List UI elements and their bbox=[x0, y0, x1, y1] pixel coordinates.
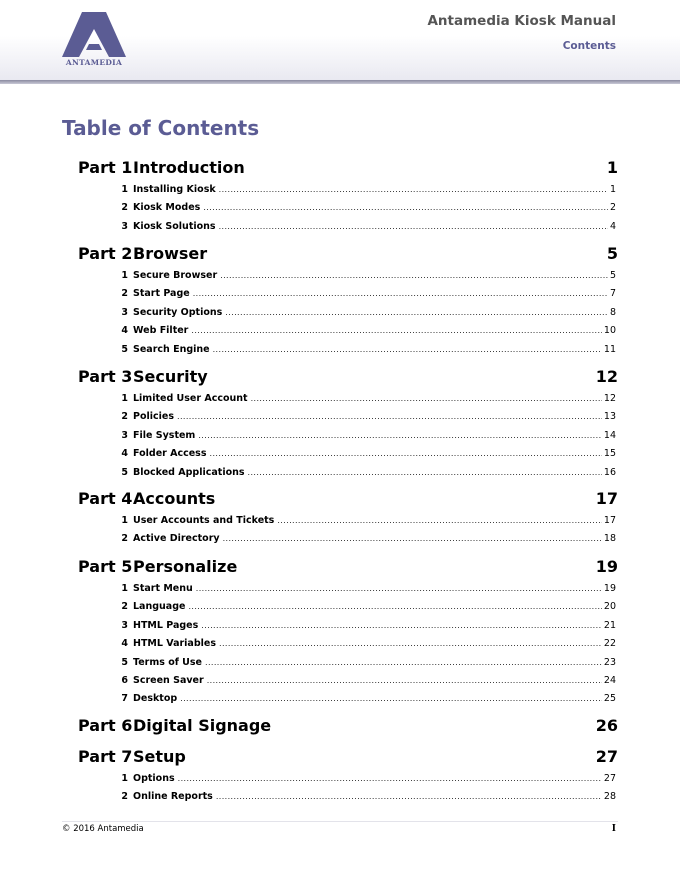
section-subtitle: Contents bbox=[562, 40, 616, 52]
toc-dot-leader bbox=[213, 344, 602, 355]
toc-entry[interactable] bbox=[118, 693, 616, 707]
toc-entry-title: Language bbox=[133, 601, 186, 613]
toc-entry[interactable] bbox=[118, 533, 616, 547]
toc-entry-line bbox=[133, 411, 616, 422]
toc-heading: Table of Contents bbox=[62, 116, 260, 140]
toc-entry-number: 2 bbox=[121, 202, 128, 214]
toc-entry-number: 2 bbox=[121, 411, 128, 423]
toc-entry-page: 10 bbox=[603, 325, 616, 337]
toc-entry-title: Policies bbox=[133, 411, 174, 423]
toc-entry-title: Web Filter bbox=[133, 325, 189, 337]
toc-entry-page: 2 bbox=[609, 202, 616, 214]
toc-entry-number: 3 bbox=[121, 429, 128, 441]
toc-part-title: Digital Signage bbox=[133, 716, 272, 735]
toc-part-label: Part 2 bbox=[78, 244, 133, 263]
toc-entry-line bbox=[133, 270, 616, 281]
toc-part-title: Accounts bbox=[133, 489, 216, 508]
toc-entry[interactable] bbox=[118, 583, 616, 597]
toc-entry[interactable] bbox=[118, 325, 616, 339]
toc-dot-leader bbox=[219, 638, 602, 649]
toc-entry-title: File System bbox=[133, 429, 196, 441]
toc-entry-page: 20 bbox=[603, 601, 616, 613]
toc-dot-leader bbox=[219, 184, 608, 195]
toc-entry[interactable] bbox=[118, 430, 616, 444]
toc-entry-line bbox=[133, 657, 616, 668]
toc-entry-page: 18 bbox=[603, 533, 616, 545]
toc-entry-number: 3 bbox=[121, 619, 128, 631]
toc-entry[interactable] bbox=[118, 288, 616, 302]
document-title: Antamedia Kiosk Manual bbox=[427, 13, 616, 29]
toc-entry[interactable] bbox=[118, 601, 616, 615]
toc-entry[interactable] bbox=[118, 675, 616, 689]
toc-entry[interactable] bbox=[118, 620, 616, 634]
toc-part[interactable] bbox=[78, 557, 618, 581]
toc-entry-title: Kiosk Modes bbox=[133, 202, 201, 214]
toc-entry-number: 1 bbox=[121, 393, 128, 404]
toc-entry-title: Blocked Applications bbox=[133, 466, 245, 478]
toc-entry-page: 28 bbox=[603, 791, 616, 803]
toc-entry-page: 21 bbox=[603, 619, 616, 631]
toc-entry-title: Options bbox=[133, 773, 175, 784]
toc-entry-page: 22 bbox=[603, 638, 616, 650]
toc-entry-line bbox=[133, 601, 616, 612]
toc-entry-number: 3 bbox=[121, 220, 128, 232]
toc-part-page: 5 bbox=[606, 244, 618, 263]
toc-entry-title: Security Options bbox=[133, 306, 223, 318]
toc-entry-title: Desktop bbox=[133, 693, 178, 705]
toc-entry-title: Kiosk Solutions bbox=[133, 220, 216, 232]
toc-entry-line bbox=[133, 202, 616, 213]
toc-part-title: Security bbox=[133, 367, 208, 386]
toc-entry-page: 27 bbox=[603, 773, 616, 784]
toc-entry-line bbox=[133, 620, 616, 631]
toc-entry-line bbox=[133, 307, 616, 318]
toc-part-label: Part 5 bbox=[78, 557, 133, 576]
toc-part-title: Introduction bbox=[133, 158, 245, 177]
copyright-text: © 2016 Antamedia bbox=[62, 824, 144, 834]
toc-part-label: Part 7 bbox=[78, 747, 133, 766]
toc-part-label: Part 6 bbox=[78, 716, 133, 735]
toc-entry-line bbox=[133, 693, 616, 704]
toc-dot-leader bbox=[201, 620, 602, 631]
toc-entry-title: Limited User Account bbox=[133, 393, 248, 404]
toc-entry[interactable] bbox=[118, 393, 616, 407]
toc-entry-page: 8 bbox=[609, 306, 616, 318]
toc-entry-line bbox=[133, 344, 616, 355]
toc-entry[interactable] bbox=[118, 791, 616, 805]
toc-dot-leader bbox=[188, 601, 601, 612]
toc-entry-number: 1 bbox=[121, 583, 128, 594]
toc-entry-page: 13 bbox=[603, 411, 616, 423]
toc-part-page: 19 bbox=[595, 557, 618, 576]
toc-entry-title: Start Menu bbox=[133, 583, 193, 594]
toc-dot-leader bbox=[191, 325, 602, 336]
toc-entry-line bbox=[133, 467, 616, 478]
toc-dot-leader bbox=[178, 773, 602, 784]
toc-entry[interactable] bbox=[118, 467, 616, 481]
toc-entry-page: 17 bbox=[603, 515, 616, 526]
toc-entry-number: 4 bbox=[121, 325, 128, 337]
toc-entry-title: HTML Variables bbox=[133, 638, 216, 650]
toc-part-title: Setup bbox=[133, 747, 186, 766]
toc-dot-leader bbox=[251, 393, 602, 404]
toc-entry-line bbox=[133, 430, 616, 441]
toc-part[interactable] bbox=[78, 489, 618, 513]
toc-entry-line bbox=[133, 773, 616, 784]
toc-entry-title: Screen Saver bbox=[133, 675, 204, 686]
toc-entry-page: 16 bbox=[603, 466, 616, 478]
toc-entry-line bbox=[133, 675, 616, 686]
toc-entry[interactable] bbox=[118, 221, 616, 235]
toc-entry-number: 7 bbox=[121, 693, 128, 705]
toc-part-page: 27 bbox=[595, 747, 618, 766]
toc-entry-page: 15 bbox=[603, 448, 616, 460]
toc-entry-line bbox=[133, 325, 616, 336]
toc-entry-title: HTML Pages bbox=[133, 619, 199, 631]
toc-entry-number: 5 bbox=[121, 343, 128, 355]
toc-entry-page: 12 bbox=[603, 393, 616, 404]
toc-entry-page: 23 bbox=[603, 656, 616, 668]
toc-entry-number: 4 bbox=[121, 448, 128, 460]
toc-entry-number: 1 bbox=[121, 184, 128, 195]
toc-dot-leader bbox=[220, 270, 608, 281]
toc-entry-page: 1 bbox=[609, 184, 616, 195]
toc-entry-line bbox=[133, 791, 616, 802]
toc-entry-page: 7 bbox=[609, 288, 616, 300]
toc-entry-page: 5 bbox=[609, 270, 616, 281]
toc-entry-page: 25 bbox=[603, 693, 616, 705]
toc-entry[interactable] bbox=[118, 184, 616, 198]
toc-entry-number: 6 bbox=[121, 675, 128, 686]
toc-entry-number: 1 bbox=[121, 515, 128, 526]
toc-entry-number: 2 bbox=[121, 791, 128, 803]
toc-part-page: 12 bbox=[595, 367, 618, 386]
toc-entry[interactable] bbox=[118, 411, 616, 425]
toc-part-page: 26 bbox=[595, 716, 618, 735]
toc-entry[interactable] bbox=[118, 448, 616, 462]
toc-dot-leader bbox=[277, 515, 602, 526]
toc-entry-line bbox=[133, 221, 616, 232]
toc-entry-title: User Accounts and Tickets bbox=[133, 515, 275, 526]
toc-entry-title: Secure Browser bbox=[133, 270, 218, 281]
toc-entry-line bbox=[133, 448, 616, 459]
toc-dot-leader bbox=[216, 791, 602, 802]
toc-entry-title: Terms of Use bbox=[133, 656, 202, 668]
toc-dot-leader bbox=[225, 307, 608, 318]
toc-entry[interactable] bbox=[118, 773, 616, 787]
toc-dot-leader bbox=[210, 448, 602, 459]
toc-entry-line bbox=[133, 533, 616, 544]
toc-part-page: 17 bbox=[595, 489, 618, 508]
toc-entry[interactable] bbox=[118, 344, 616, 358]
toc-part[interactable] bbox=[78, 244, 618, 268]
toc-entry-number: 1 bbox=[121, 773, 128, 784]
toc-part[interactable] bbox=[78, 747, 618, 771]
toc-entry[interactable] bbox=[118, 270, 616, 284]
toc-entry-line bbox=[133, 184, 616, 195]
page-number: I bbox=[611, 824, 616, 834]
toc-entry-number: 5 bbox=[121, 656, 128, 668]
toc-entry-line bbox=[133, 515, 616, 526]
toc-part[interactable] bbox=[78, 367, 618, 391]
toc-part-label: Part 4 bbox=[78, 489, 133, 508]
toc-dot-leader bbox=[203, 202, 608, 213]
toc-entry[interactable] bbox=[118, 638, 616, 652]
toc-part-label: Part 1 bbox=[78, 158, 133, 177]
toc-entry-title: Active Directory bbox=[133, 533, 220, 545]
toc-entry-line bbox=[133, 393, 616, 404]
toc-entry-line bbox=[133, 288, 616, 299]
toc-part-title: Personalize bbox=[133, 557, 238, 576]
toc-part[interactable] bbox=[78, 716, 618, 740]
toc-entry-page: 19 bbox=[603, 583, 616, 594]
toc-entry-title: Online Reports bbox=[133, 791, 213, 803]
toc-entry-number: 2 bbox=[121, 288, 128, 300]
toc-entry-line bbox=[133, 638, 616, 649]
toc-entry-title: Folder Access bbox=[133, 448, 207, 460]
footer-divider bbox=[62, 821, 618, 822]
toc-entry-number: 1 bbox=[121, 270, 128, 281]
toc-part-title: Browser bbox=[133, 244, 208, 263]
toc-part-label: Part 3 bbox=[78, 367, 133, 386]
toc-dot-leader bbox=[198, 430, 602, 441]
toc-dot-leader bbox=[219, 221, 608, 232]
toc-entry[interactable] bbox=[118, 202, 616, 216]
toc-entry[interactable] bbox=[118, 307, 616, 321]
toc-part[interactable] bbox=[78, 158, 618, 182]
toc-dot-leader bbox=[223, 533, 602, 544]
toc-dot-leader bbox=[248, 467, 602, 478]
toc-entry-title: Search Engine bbox=[133, 343, 210, 355]
toc-entry-line bbox=[133, 583, 616, 594]
toc-entry[interactable] bbox=[118, 515, 616, 529]
toc-entry-page: 24 bbox=[603, 675, 616, 686]
toc-entry-number: 2 bbox=[121, 533, 128, 545]
toc-dot-leader bbox=[205, 657, 602, 668]
toc-dot-leader bbox=[193, 288, 608, 299]
toc-dot-leader bbox=[207, 675, 602, 686]
toc-part-page: 1 bbox=[606, 158, 618, 177]
toc-dot-leader bbox=[180, 693, 602, 704]
toc-dot-leader bbox=[177, 411, 602, 422]
toc-entry[interactable] bbox=[118, 657, 616, 671]
toc-entry-number: 2 bbox=[121, 601, 128, 613]
logo-text: ANTAMEDIA bbox=[65, 58, 123, 67]
toc-entry-page: 14 bbox=[603, 429, 616, 441]
toc-entry-number: 5 bbox=[121, 466, 128, 478]
toc-dot-leader bbox=[196, 583, 602, 594]
toc-entry-page: 11 bbox=[603, 343, 616, 355]
toc-entry-number: 4 bbox=[121, 638, 128, 650]
toc-entry-number: 3 bbox=[121, 306, 128, 318]
toc-entry-title: Installing Kiosk bbox=[133, 184, 216, 195]
toc-entry-page: 4 bbox=[609, 220, 616, 232]
toc-entry-title: Start Page bbox=[133, 288, 190, 300]
